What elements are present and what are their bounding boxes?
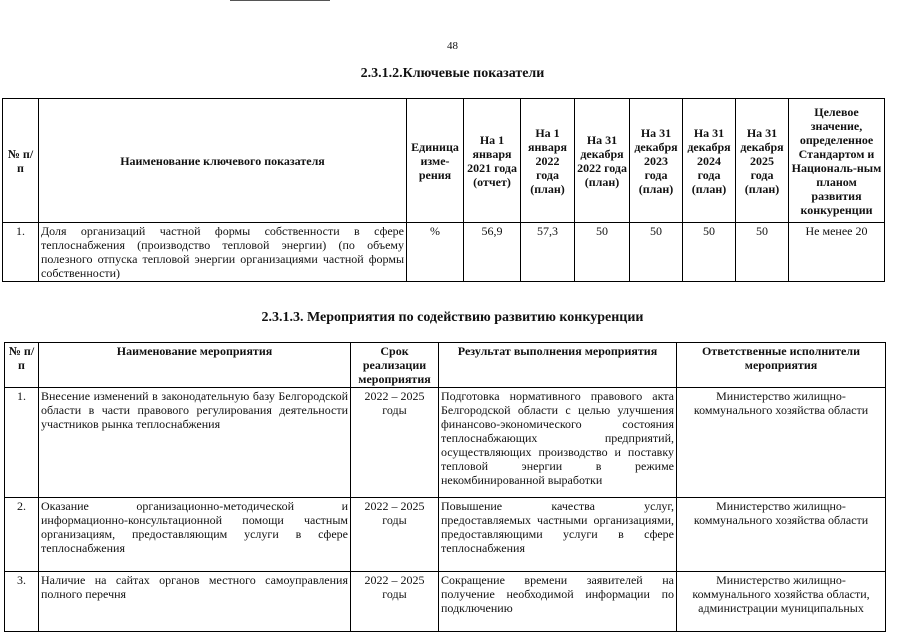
measure-term: 2022 – 2025 годы: [351, 388, 439, 498]
scan-mark-top: [230, 0, 330, 1]
key-indicators-table: [2, 98, 885, 282]
header-dec-2025: На 31 декабря 2025 года (план): [736, 99, 789, 223]
value-dec-2025: 50: [736, 223, 789, 282]
row-num: 3.: [5, 572, 39, 632]
measures-header-row: [5, 343, 886, 388]
key-indicators-title: 2.3.1.2.Ключевые показатели: [360, 66, 545, 81]
header-target-value: Целевое значение, определенное Стандартом и Националь-ным планом развития конкуренции: [789, 99, 885, 223]
row-num: 1.: [3, 223, 39, 282]
measures-title: 2.3.1.3. Мероприятия по содействию развитию конкуренции: [261, 310, 644, 325]
header-num: № п/п: [3, 99, 39, 223]
header-num: № п/п: [5, 343, 39, 388]
header-dec-2024: На 31 декабря 2024 года (план): [683, 99, 736, 223]
measure-term: 2022 – 2025 годы: [351, 498, 439, 572]
header-unit: Единица изме-рения: [407, 99, 464, 223]
table-row: [3, 223, 885, 282]
header-dec-2022: На 31 декабря 2022 года (план): [575, 99, 630, 223]
header-measure-name: Наименование мероприятия: [39, 343, 351, 388]
measure-responsible: Министерство жилищно-коммунального хозяйства области, администрации муниципальных: [677, 572, 886, 632]
measure-name: Наличие на сайтах органов местного самоуправления полного перечня: [39, 572, 351, 632]
value-dec-2023: 50: [630, 223, 683, 282]
measure-responsible: Министерство жилищно-коммунального хозяйства области: [677, 388, 886, 498]
measure-result: Повышение качества услуг, предоставляемых частными организациями, предоставляющими услуги в сфере теплоснабжения: [439, 498, 677, 572]
measures-table: [4, 342, 886, 632]
header-indicator-name: Наименование ключевого показателя: [39, 99, 407, 223]
measure-result: Подготовка нормативного правового акта Белгородской области с целью улучшения финансово-экономического состояния теплоснабжающих предприятий, осуществляющих производство и поставку тепловой энергии в режиме некомбинированной выработки: [439, 388, 677, 498]
table-row: [5, 388, 886, 498]
indicator-unit: %: [407, 223, 464, 282]
measure-name: Внесение изменений в законодательную базу Белгородской области в части правового регулирования деятельности участников рынка теплоснабжения: [39, 388, 351, 498]
key-indicators-header-row: [3, 99, 885, 223]
header-jan-2022: На 1 января 2022 года (план): [521, 99, 575, 223]
measure-name: Оказание организационно-методической и информационно-консультационной помощи частным организациям, предоставляющим услуги в сфере теплоснабжения: [39, 498, 351, 572]
header-term: Срок реализации мероприятия: [351, 343, 439, 388]
table-row: [5, 572, 886, 632]
header-result: Результат выполнения мероприятия: [439, 343, 677, 388]
row-num: 2.: [5, 498, 39, 572]
header-dec-2023: На 31 декабря 2023 года (план): [630, 99, 683, 223]
target-value: Не менее 20: [789, 223, 885, 282]
value-jan-2022: 57,3: [521, 223, 575, 282]
row-num: 1.: [5, 388, 39, 498]
measure-responsible: Министерство жилищно-коммунального хозяйства области: [677, 498, 886, 572]
measure-result: Сокращение времени заявителей на получение необходимой информации по подключению: [439, 572, 677, 632]
header-jan-2021: На 1 января 2021 года (отчет): [464, 99, 521, 223]
page-number: 48: [447, 40, 458, 52]
indicator-name: Доля организаций частной формы собственности в сфере теплоснабжения (производство тепловой энергии) (по объему полезного отпуска тепловой энергии организациями частной формы собственности): [39, 223, 407, 282]
value-jan-2021: 56,9: [464, 223, 521, 282]
value-dec-2022: 50: [575, 223, 630, 282]
header-responsible: Ответственные исполнители мероприятия: [677, 343, 886, 388]
value-dec-2024: 50: [683, 223, 736, 282]
table-row: [5, 498, 886, 572]
measure-term: 2022 – 2025 годы: [351, 572, 439, 632]
